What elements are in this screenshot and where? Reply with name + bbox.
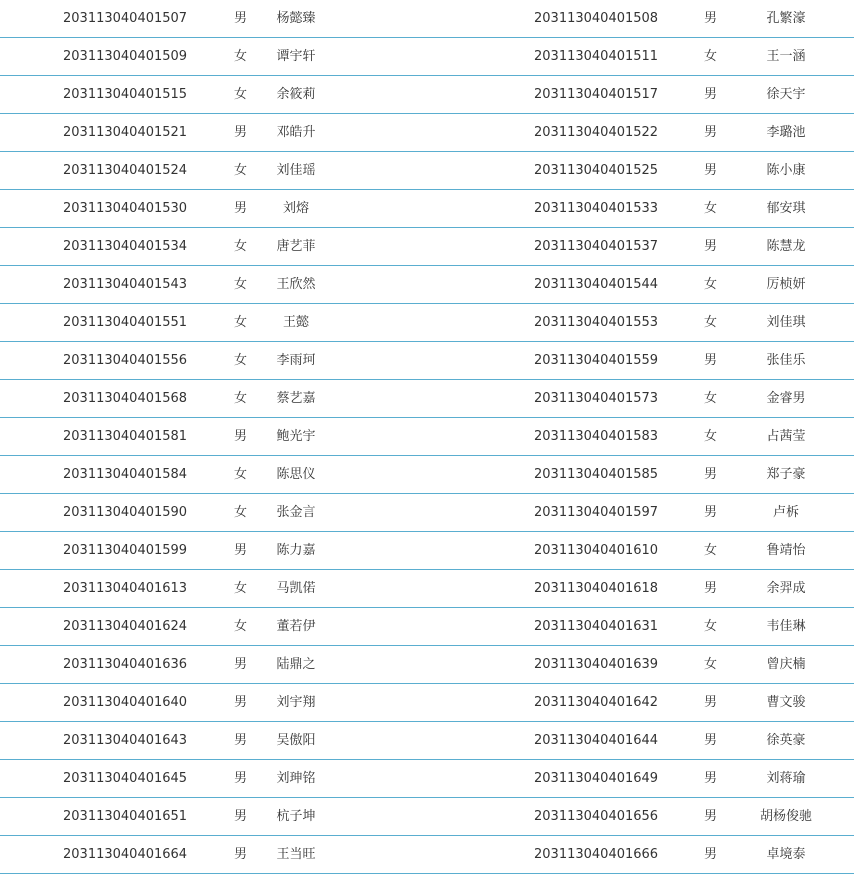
student-id-cell: 203113040401649 (534, 771, 659, 786)
table-row (0, 646, 854, 684)
gender-cell: 男 (704, 11, 718, 26)
student-id-cell: 203113040401639 (534, 657, 659, 672)
student-id-cell: 203113040401537 (534, 239, 659, 254)
table-row (0, 532, 854, 570)
name-text: 陈力嘉 (276, 543, 316, 558)
table-row (0, 190, 854, 228)
gender-cell: 男 (234, 543, 248, 558)
gender-cell: 女 (704, 277, 718, 292)
name-text: 鲁靖怡 (766, 543, 806, 558)
student-id-cell: 203113040401507 (63, 11, 188, 26)
gender-cell: 男 (704, 239, 718, 254)
student-id-cell: 203113040401581 (63, 429, 188, 444)
table-row (0, 798, 854, 836)
gender-cell: 男 (704, 771, 718, 786)
table-row (0, 608, 854, 646)
gender-cell: 女 (234, 163, 248, 178)
name-text: 曹文骏 (766, 695, 806, 710)
table-row (0, 152, 854, 190)
student-id-cell: 203113040401643 (63, 733, 188, 748)
student-id-cell: 203113040401585 (534, 467, 659, 482)
student-id-cell: 203113040401597 (534, 505, 659, 520)
name-text: 王欣然 (276, 277, 316, 292)
name-text: 蔡艺嘉 (276, 391, 316, 406)
gender-cell: 男 (704, 163, 718, 178)
name-text: 王当旺 (276, 847, 316, 862)
name-text: 郁安琪 (766, 201, 806, 216)
gender-cell: 男 (704, 505, 718, 520)
name-text: 曾庆楠 (766, 657, 806, 672)
student-id-cell: 203113040401553 (534, 315, 659, 330)
name-text: 唐艺菲 (276, 239, 316, 254)
gender-cell: 男 (704, 87, 718, 102)
name-text: 刘佳琪 (766, 315, 806, 330)
name-text: 刘珅铭 (276, 771, 316, 786)
name-text: 孔繁濠 (766, 11, 806, 26)
table-row (0, 836, 854, 874)
name-text: 余筱莉 (276, 87, 316, 102)
name-text: 张金言 (276, 505, 316, 520)
gender-cell: 女 (234, 49, 248, 64)
name-text: 吴傲阳 (276, 733, 316, 748)
name-text: 李雨珂 (276, 353, 316, 368)
gender-cell: 女 (234, 277, 248, 292)
name-text: 卢柝 (772, 505, 800, 520)
student-id-cell: 203113040401522 (534, 125, 659, 140)
name-text: 金睿男 (766, 391, 806, 406)
name-text: 徐天宇 (766, 87, 806, 102)
gender-cell: 女 (704, 391, 718, 406)
student-id-cell: 203113040401666 (534, 847, 659, 862)
gender-cell: 男 (704, 467, 718, 482)
table-row (0, 228, 854, 266)
student-id-cell: 203113040401544 (534, 277, 659, 292)
table-row (0, 494, 854, 532)
gender-cell: 女 (704, 543, 718, 558)
student-id-cell: 203113040401551 (63, 315, 188, 330)
student-id-cell: 203113040401656 (534, 809, 659, 824)
student-id-cell: 203113040401664 (63, 847, 188, 862)
gender-cell: 男 (234, 125, 248, 140)
name-text: 余羿成 (766, 581, 806, 596)
gender-cell: 女 (234, 353, 248, 368)
table-row (0, 456, 854, 494)
name-text: 张佳乐 (766, 353, 806, 368)
name-text: 董若伊 (276, 619, 316, 634)
student-id-cell: 203113040401584 (63, 467, 188, 482)
table-row (0, 114, 854, 152)
student-id-cell: 203113040401651 (63, 809, 188, 824)
name-text: 陈小康 (766, 163, 806, 178)
gender-cell: 女 (234, 87, 248, 102)
student-id-cell: 203113040401521 (63, 125, 188, 140)
gender-cell: 男 (234, 809, 248, 824)
name-text: 郑子豪 (766, 467, 806, 482)
name-text: 杨懿臻 (276, 11, 316, 26)
gender-cell: 男 (704, 733, 718, 748)
student-id-cell: 203113040401583 (534, 429, 659, 444)
student-id-cell: 203113040401613 (63, 581, 188, 596)
table-row (0, 570, 854, 608)
name-text: 鲍光宇 (276, 429, 316, 444)
gender-cell: 男 (704, 847, 718, 862)
gender-cell: 男 (704, 695, 718, 710)
name-text: 卓境泰 (766, 847, 806, 862)
student-id-cell: 203113040401631 (534, 619, 659, 634)
name-text: 杭子坤 (276, 809, 316, 824)
table-row (0, 304, 854, 342)
student-id-cell: 203113040401511 (534, 49, 659, 64)
name-text: 谭宇轩 (276, 49, 316, 64)
table-row (0, 760, 854, 798)
student-id-cell: 203113040401642 (534, 695, 659, 710)
gender-cell: 男 (234, 429, 248, 444)
name-text: 刘佳瑶 (276, 163, 316, 178)
gender-cell: 女 (704, 657, 718, 672)
table-row (0, 266, 854, 304)
gender-cell: 女 (234, 391, 248, 406)
student-id-cell: 203113040401517 (534, 87, 659, 102)
table-row (0, 418, 854, 456)
table-row (0, 380, 854, 418)
gender-cell: 女 (704, 49, 718, 64)
student-id-cell: 203113040401640 (63, 695, 188, 710)
gender-cell: 男 (234, 657, 248, 672)
student-id-cell: 203113040401610 (534, 543, 659, 558)
student-id-cell: 203113040401525 (534, 163, 659, 178)
gender-cell: 男 (704, 809, 718, 824)
gender-cell: 女 (704, 201, 718, 216)
table-row (0, 38, 854, 76)
table-row (0, 0, 854, 38)
gender-cell: 男 (234, 695, 248, 710)
student-id-cell: 203113040401636 (63, 657, 188, 672)
name-text: 韦佳琳 (766, 619, 806, 634)
gender-cell: 男 (234, 771, 248, 786)
gender-cell: 男 (234, 11, 248, 26)
gender-cell: 男 (234, 847, 248, 862)
student-id-cell: 203113040401644 (534, 733, 659, 748)
gender-cell: 女 (234, 619, 248, 634)
name-text: 陈思仪 (276, 467, 316, 482)
name-text: 厉桢妍 (766, 277, 806, 292)
name-text: 王懿 (282, 315, 310, 330)
table-row (0, 684, 854, 722)
gender-cell: 女 (704, 315, 718, 330)
gender-cell: 女 (234, 239, 248, 254)
student-id-cell: 203113040401590 (63, 505, 188, 520)
table-row (0, 76, 854, 114)
name-text: 占茜莹 (766, 429, 806, 444)
student-id-cell: 203113040401534 (63, 239, 188, 254)
gender-cell: 男 (704, 353, 718, 368)
name-text: 刘熔 (282, 201, 310, 216)
name-text: 马凯偌 (276, 581, 316, 596)
table-row (0, 722, 854, 760)
student-id-cell: 203113040401645 (63, 771, 188, 786)
student-id-cell: 203113040401556 (63, 353, 188, 368)
student-id-cell: 203113040401573 (534, 391, 659, 406)
student-id-cell: 203113040401618 (534, 581, 659, 596)
student-id-cell: 203113040401530 (63, 201, 188, 216)
gender-cell: 女 (234, 467, 248, 482)
student-id-cell: 203113040401624 (63, 619, 188, 634)
gender-cell: 男 (234, 733, 248, 748)
gender-cell: 男 (234, 201, 248, 216)
name-text: 徐英豪 (766, 733, 806, 748)
student-id-cell: 203113040401508 (534, 11, 659, 26)
gender-cell: 女 (234, 581, 248, 596)
student-id-cell: 203113040401559 (534, 353, 659, 368)
name-text: 陈慧龙 (766, 239, 806, 254)
name-text: 胡杨俊驰 (759, 809, 813, 824)
student-id-cell: 203113040401533 (534, 201, 659, 216)
name-text: 邓皓升 (276, 125, 316, 140)
name-text: 王一涵 (766, 49, 806, 64)
student-id-cell: 203113040401599 (63, 543, 188, 558)
name-text: 李璐池 (766, 125, 806, 140)
gender-cell: 女 (704, 619, 718, 634)
name-text: 刘蒋瑜 (766, 771, 806, 786)
student-id-cell: 203113040401543 (63, 277, 188, 292)
student-id-cell: 203113040401509 (63, 49, 188, 64)
student-id-cell: 203113040401524 (63, 163, 188, 178)
table-row (0, 342, 854, 380)
gender-cell: 女 (234, 505, 248, 520)
gender-cell: 男 (704, 581, 718, 596)
gender-cell: 男 (704, 125, 718, 140)
gender-cell: 女 (704, 429, 718, 444)
name-text: 陆鼎之 (276, 657, 316, 672)
name-text: 刘宇翔 (276, 695, 316, 710)
student-id-cell: 203113040401515 (63, 87, 188, 102)
gender-cell: 女 (234, 315, 248, 330)
student-id-cell: 203113040401568 (63, 391, 188, 406)
